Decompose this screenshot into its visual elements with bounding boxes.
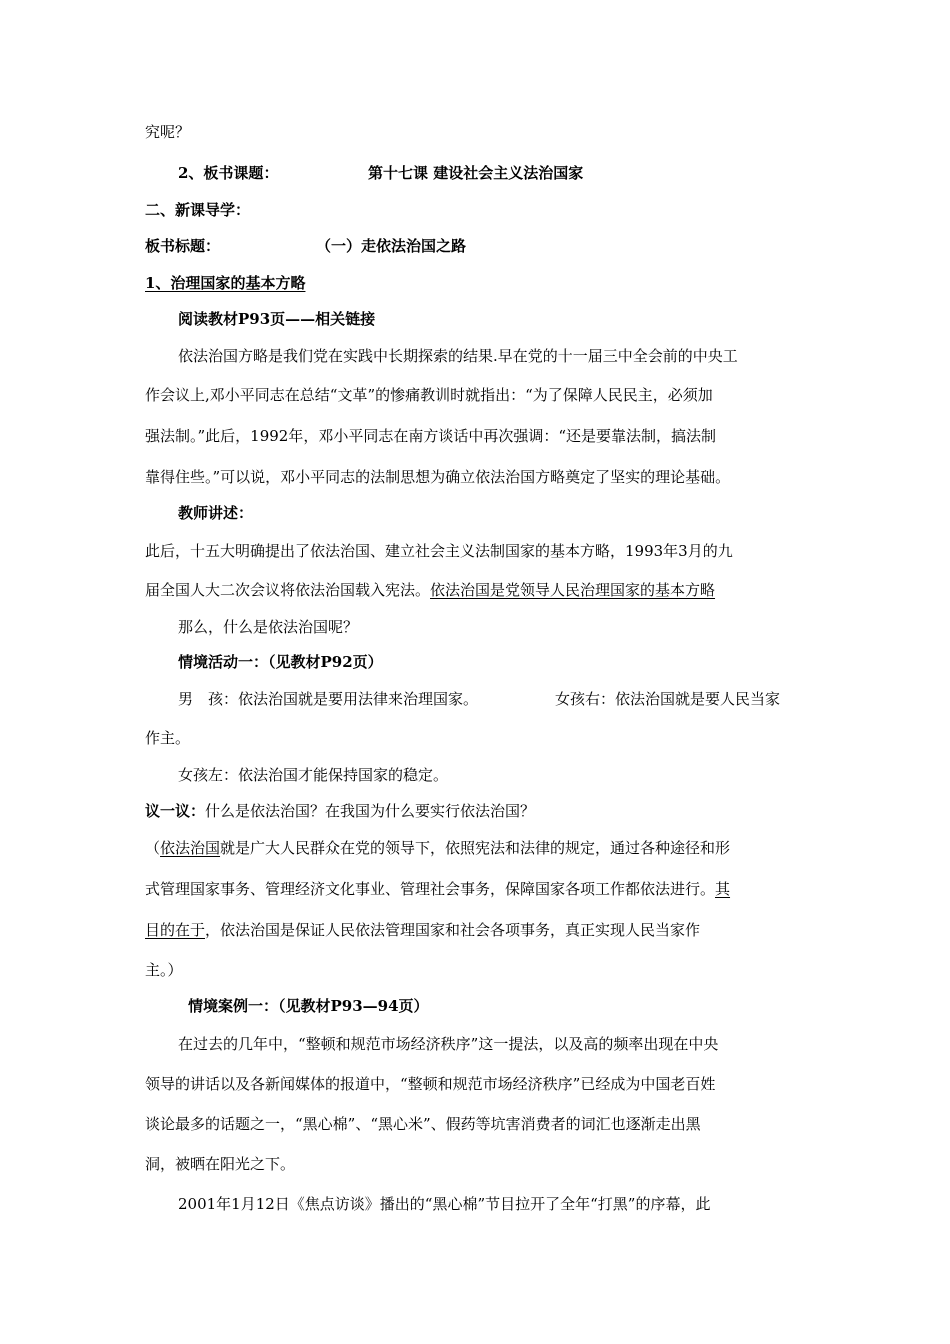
dialogue-boy: 男 孩：依法治国就是要用法律来治理国家。 <box>178 690 479 708</box>
text-line <box>145 580 715 600</box>
discussion-question: 什么是依法治国？在我国为什么要实行依法治国？ <box>205 802 536 820</box>
text-line <box>145 838 730 858</box>
text-line: 强法制。”此后，1992年，邓小平同志在南方谈话中再次强调：“还是要靠法制，搞法制 <box>145 427 717 445</box>
dialogue-girl-left: 女孩左：依法治国才能保持国家的稳定。 <box>178 766 449 784</box>
text-line <box>145 879 730 899</box>
text-span: 就是广大人民群众在党的领导下，依照宪法和法律的规定，通过各种途径和形 <box>220 839 731 857</box>
text-line: 此后，十五大明确提出了依法治国、建立社会主义法制国家的基本方略，1993年3月的九 <box>145 542 733 560</box>
underlined-key-point: 依法治国是党领导人民治理国家的基本方略 <box>430 581 716 599</box>
reading-heading: 阅读教材P93页——相关链接 <box>178 310 376 328</box>
lesson-title: 第十七课 建设社会主义法治国家 <box>368 164 584 182</box>
text-line: 靠得住些。”可以说，邓小平同志的法制思想为确立依法治国方略奠定了坚实的理论基础。 <box>145 468 731 486</box>
dialogue-girl-right: 女孩右：依法治国就是要人民当家 <box>555 690 781 708</box>
subsection-heading: 1、治理国家的基本方略 <box>145 274 306 292</box>
discussion-label: 议一议： <box>145 802 206 820</box>
text-line: 主。） <box>145 961 183 979</box>
text-line: 2001年1月12日《焦点访谈》播出的“黑心棉”节目拉开了全年“打黑”的序幕，此 <box>178 1195 711 1213</box>
activity-heading: 情境活动一：（见教材P92页） <box>178 653 383 671</box>
text-span: ，依法治国是保证人民依法管理国家和社会各项事务，真正实现人民当家作 <box>205 921 701 939</box>
text-span: （ <box>145 839 161 857</box>
underlined-term: 其 <box>715 880 731 898</box>
text-line: 谈论最多的话题之一，“黑心棉”、“黑心米”、假药等坑害消费者的词汇也逐渐走出黑 <box>145 1115 701 1133</box>
text-line: 洞，被晒在阳光之下。 <box>145 1155 296 1173</box>
text-line: 作会议上,邓小平同志在总结“文革”的惨痛教训时就指出：“为了保障人民民主，必须加 <box>145 386 713 404</box>
text-line: 领导的讲话以及各新闻媒体的报道中，“整顿和规范市场经济秩序”已经成为中国老百姓 <box>145 1075 716 1093</box>
text-line: 在过去的几年中，“整顿和规范市场经济秩序”这一提法，以及高的频率出现在中央 <box>178 1035 719 1053</box>
board-heading-label: 板书标题： <box>145 237 221 255</box>
text-line <box>145 920 700 940</box>
board-heading: （一）走依法治国之路 <box>316 237 467 255</box>
discussion-line <box>145 801 535 821</box>
paragraph-continuation: 究呢？ <box>145 123 191 141</box>
text-line: 作主。 <box>145 729 191 747</box>
lesson-title-label: 2、板书课题： <box>178 164 279 182</box>
text-line: 依法治国方略是我们党在实践中长期探索的结果.早在党的十一届三中全会前的中央工 <box>178 347 738 365</box>
underlined-term: 依法治国 <box>160 839 221 857</box>
question-line: 那么，什么是依法治国呢？ <box>178 618 359 636</box>
section-heading: 二、新课导学： <box>145 201 251 219</box>
case-heading: 情境案例一：（见教材P93—94页） <box>188 997 429 1015</box>
text-span: 届全国人大二次会议将依法治国载入宪法。 <box>145 581 431 599</box>
underlined-term: 目的在于 <box>145 921 206 939</box>
text-span: 式管理国家事务、管理经济文化事业、管理社会事务，保障国家各项工作都依法进行。 <box>145 880 716 898</box>
teacher-heading: 教师讲述： <box>178 504 254 522</box>
